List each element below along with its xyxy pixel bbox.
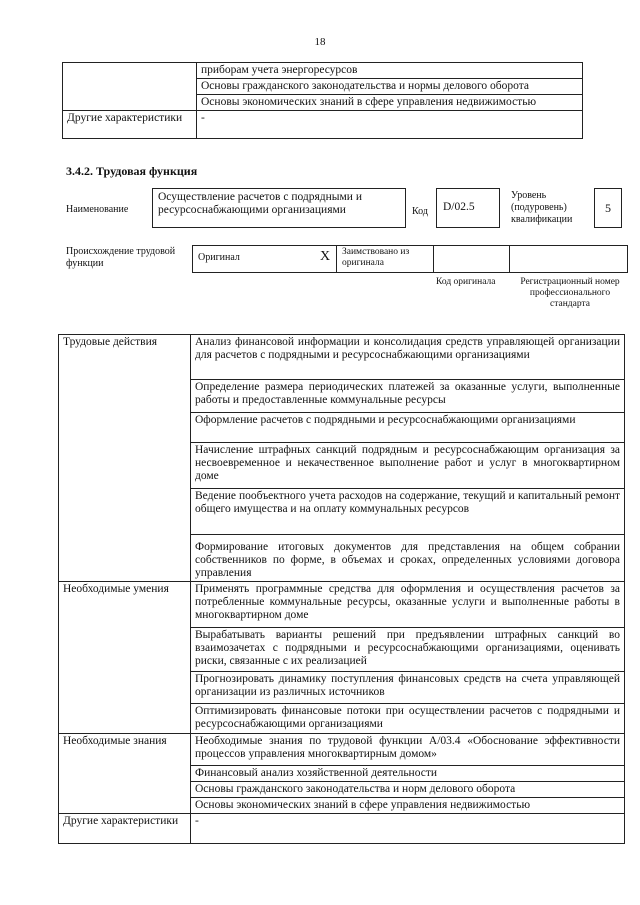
list-item: Оптимизировать финансовые потоки при осуществлении расчетов с подрядными и ресурсоснабжающими организациями	[191, 704, 625, 734]
row-value: Основы экономических знаний в сфере управления недвижимостью	[197, 95, 583, 111]
row-value: Основы гражданского законодательства и нормы делового оборота	[197, 79, 583, 95]
level-value: 5	[605, 201, 611, 215]
top-table	[62, 62, 583, 139]
list-item: Формирование итоговых документов для представления на общем собрании собственников по форме, в объемах и сроках, определенных условиями договора управления	[191, 535, 625, 582]
function-name: Осуществление расчетов с подрядными и ресурсоснабжающими организациями	[158, 191, 362, 216]
list-item: Применять программные средства для оформления и осуществления расчетов за потребленные коммунальные ресурсы, оказанные услуги и выполненные работы в многоквартирном доме	[191, 582, 625, 628]
origin-label: Происхождение трудовой функции	[66, 246, 176, 269]
row-label	[63, 63, 197, 111]
table-row	[63, 111, 583, 139]
orig-code-caption: Код оригинала	[436, 277, 496, 287]
level-label: Уровень (подуровень) квалификации	[511, 190, 573, 225]
list-item: Основы гражданского законодательства и норм делового оборота	[191, 782, 625, 798]
row-value: -	[197, 111, 583, 139]
list-item: Финансовый анализ хозяйственной деятельности	[191, 766, 625, 782]
list-item: Начисление штрафных санкций подрядным и ресурсоснабжающим организация за несвоевременное и некачественное выполнение работ и услуг в многоквартирном доме	[191, 443, 625, 489]
function-name-box	[152, 188, 406, 228]
divider	[433, 245, 434, 273]
original-mark: X	[320, 249, 331, 264]
table-row	[59, 582, 625, 628]
list-item: Вырабатывать варианты решений при предъявлении штрафных санкций во взаимозачетах с подрядными и ресурсоснабжающими организациями, оценивать риски, связанные с их реализацией	[191, 628, 625, 672]
borrowed-label: Заимствовано из оригинала	[342, 247, 410, 268]
page-number: 18	[314, 36, 326, 48]
list-item: Основы экономических знаний в сфере управления недвижимостью	[191, 798, 625, 814]
table-row	[63, 63, 583, 79]
row-value: приборам учета энергоресурсов	[197, 63, 583, 79]
group-label: Необходимые знания	[59, 734, 191, 814]
table-row	[59, 335, 625, 380]
level-box	[594, 188, 622, 228]
list-item: Анализ финансовой информации и консолидация средств управляющей организации для расчетов с подрядными и ресурсоснабжающими организациями	[191, 335, 625, 380]
group-label: Другие характеристики	[59, 814, 191, 844]
row-label: Другие характеристики	[63, 111, 197, 139]
list-item: Оформление расчетов с подрядными и ресурсоснабжающими организациями	[191, 413, 625, 443]
list-item: -	[191, 814, 625, 844]
code-box	[436, 188, 500, 228]
code-value: D/02.5	[443, 201, 475, 213]
original-label: Оригинал	[198, 252, 240, 263]
reg-number-caption: Регистрационный номер профессионального стандарта	[520, 277, 620, 309]
section-title: 3.4.2. Трудовая функция	[66, 164, 198, 178]
list-item: Ведение пообъектного учета расходов на содержание, текущий и капитальный ремонт общего имущества и на оплату коммунальных ресурсов	[191, 489, 625, 535]
code-label: Код	[412, 206, 428, 217]
name-label: Наименование	[66, 204, 129, 215]
list-item: Прогнозировать динамику поступления финансовых средств на счета управляющей организации из различных источников	[191, 672, 625, 704]
list-item: Определение размера периодических платежей за оказанные услуги, выполненные работы и предоставленные коммунальные ресурсы	[191, 380, 625, 413]
divider	[509, 245, 510, 273]
table-row	[59, 734, 625, 766]
list-item: Необходимые знания по трудовой функции А/03.4 «Обоснование эффективности процессов управления многоквартирным домом»	[191, 734, 625, 766]
main-table	[58, 334, 625, 844]
group-label: Необходимые умения	[59, 582, 191, 734]
divider	[336, 245, 337, 273]
table-row	[59, 814, 625, 844]
group-label: Трудовые действия	[59, 335, 191, 582]
